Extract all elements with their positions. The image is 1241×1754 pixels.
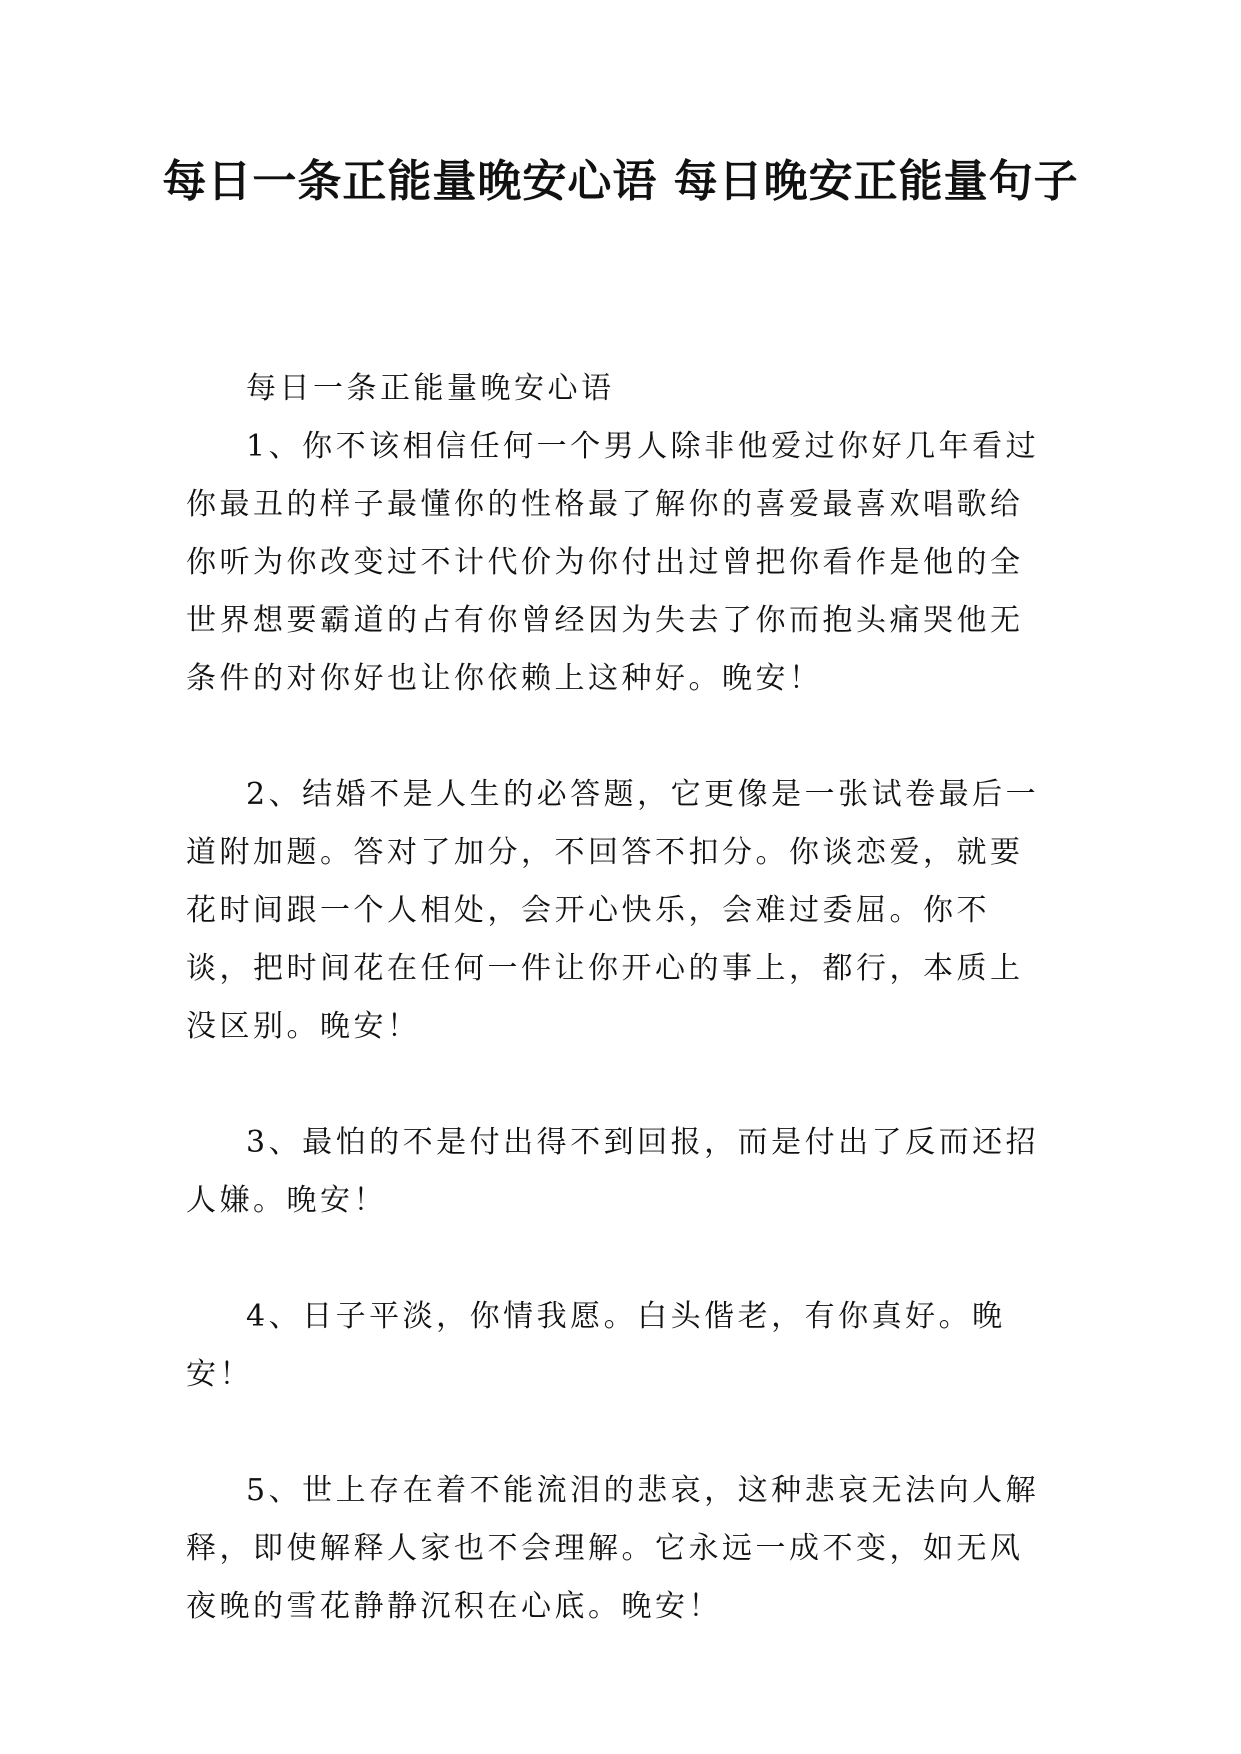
document-title: 每日一条正能量晚安心语 每日晚安正能量句子	[162, 156, 1079, 207]
paragraph-2: 2、结婚不是人生的必答题，它更像是一张试卷最后一道附加题。答对了加分，不回答不扣分。你谈恋爱，就要花时间跟一个人相处，会开心快乐，会难过委屈。你不谈，把时间花在任何一件让你开心的事上，都行，本质上没区别。晚安！	[186, 777, 1040, 1044]
document-body	[186, 360, 1056, 1636]
paragraph-1: 1、你不该相信任何一个男人除非他爱过你好几年看过你最丑的样子最懂你的性格最了解你的喜爱最喜欢唱歌给你听为你改变过不计代价为你付出过曾把你看作是他的全世界想要霸道的占有你曾经因为失去了你而抱头痛哭他无条件的对你好也让你依赖上这种好。晚安！	[186, 429, 1040, 696]
section-heading: 每日一条正能量晚安心语	[246, 371, 615, 406]
paragraph-5: 5、世上存在着不能流泪的悲哀，这种悲哀无法向人解释，即使解释人家也不会理解。它永远一成不变，如无风夜晚的雪花静静沉积在心底。晚安！	[186, 1473, 1040, 1624]
paragraph-3: 3、最怕的不是付出得不到回报，而是付出了反而还招人嫌。晚安！	[186, 1125, 1040, 1218]
paragraph-4: 4、日子平淡，你情我愿。白头偕老，有你真好。晚安！	[186, 1299, 1006, 1392]
